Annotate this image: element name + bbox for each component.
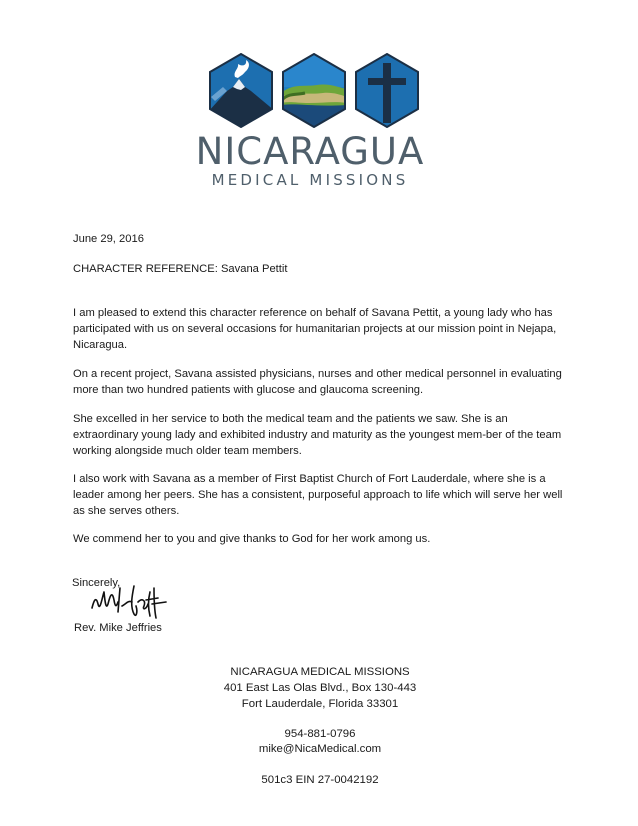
signature-icon	[88, 578, 172, 626]
footer-org: NICARAGUA MEDICAL MISSIONS	[230, 666, 410, 678]
letter-date: June 29, 2016	[73, 233, 144, 245]
letter-paragraph: I am pleased to extend this character reference on behalf of Savana Pettit, a young lady who has participated with us on several occasions for humanitarian projects at our mission point in Nejapa, Nicaragua.	[73, 307, 557, 351]
letter-paragraph: We commend her to you and give thanks to God for her work among us.	[73, 533, 431, 545]
footer-address-line: Fort Lauderdale, Florida 33301	[241, 698, 399, 710]
footer-email: mike@NicaMedical.com	[258, 743, 382, 755]
closing: Sincerely,	[72, 577, 121, 589]
org-subtitle: MEDICAL MISSIONS	[211, 171, 409, 189]
letter-paragraph: On a recent project, Savana assisted physicians, nurses and other medical personnel in evaluating more than two hundred patients with glucose and glaucoma screening.	[73, 368, 562, 396]
letter-paragraph: She excelled in her service to both the medical team and the patients we saw. She is an extraordinary young lady and exhibited industry and maturity as the youngest mem-ber of the team working alongside much older team members.	[73, 413, 562, 457]
footer-ein: 501c3 EIN 27-0042192	[261, 774, 379, 786]
reference-line: CHARACTER REFERENCE: Savana Pettit	[73, 263, 288, 275]
cross-icon	[356, 54, 418, 127]
volcano-icon	[207, 54, 275, 128]
footer-address-line: 401 East Las Olas Blvd., Box 130-443	[223, 682, 417, 694]
logo-hexagons	[205, 53, 423, 128]
org-name: NICARAGUA	[195, 130, 425, 173]
signer-name: Rev. Mike Jeffries	[74, 622, 162, 634]
letter-paragraph: I also work with Savana as a member of First Baptist Church of Fort Lauderdale, where she is a leader among her peers. She has a consistent, purposeful approach to life which will serve her well as she serves others.	[73, 473, 563, 517]
landscape-icon	[281, 53, 347, 128]
footer-phone: 954-881-0796	[284, 728, 356, 740]
